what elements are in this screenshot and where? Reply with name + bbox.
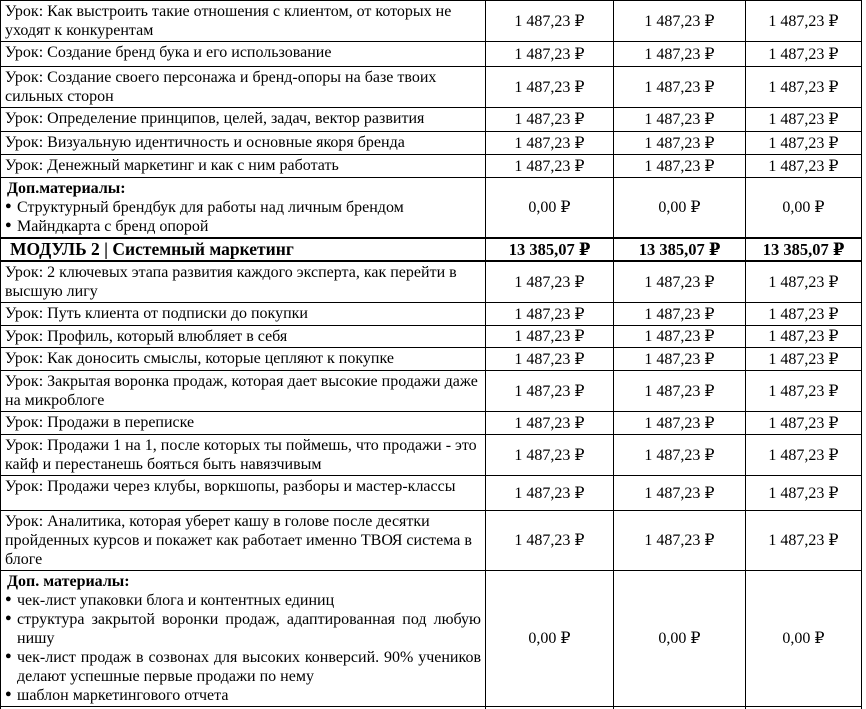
price-cell: 0,00 ₽	[614, 178, 746, 239]
table-row	[1, 42, 862, 67]
price-cell: 1 487,23 ₽	[614, 326, 746, 348]
table-row	[1, 108, 862, 132]
price-cell: 1 487,23 ₽	[746, 511, 862, 571]
price-cell: 1 487,23 ₽	[746, 371, 862, 412]
price-cell: 1 487,23 ₽	[614, 303, 746, 326]
price-cell: 1 487,23 ₽	[614, 261, 746, 303]
price-cell: 1 487,23 ₽	[614, 476, 746, 511]
price-cell: 0,00 ₽	[486, 571, 614, 707]
table-row	[1, 1, 862, 42]
price-cell: 0,00 ₽	[746, 178, 862, 239]
module-title-cell: МОДУЛЬ 2 | Системный маркетинг	[1, 238, 486, 261]
table-row	[1, 303, 862, 326]
price-cell: 1 487,23 ₽	[746, 108, 862, 132]
price-cell: 0,00 ₽	[486, 178, 614, 239]
table-row	[1, 132, 862, 155]
price-cell: 1 487,23 ₽	[486, 476, 614, 511]
table-row	[1, 67, 862, 108]
lesson-title-cell: Урок: Создание бренд бука и его использование	[1, 42, 486, 67]
module-price-cell: 13 385,07 ₽	[486, 238, 614, 261]
lesson-title-cell: Урок: Аналитика, которая уберет кашу в голове после десятки пройденных курсов и покажет как работает именно ТВОЯ система в блоге	[1, 511, 486, 571]
price-cell: 1 487,23 ₽	[614, 155, 746, 178]
price-cell: 1 487,23 ₽	[614, 132, 746, 155]
lesson-title-cell: Урок: Путь клиента от подписки до покупки	[1, 303, 486, 326]
table-row	[1, 435, 862, 476]
price-cell: 1 487,23 ₽	[746, 326, 862, 348]
table-row	[1, 348, 862, 371]
price-cell: 1 487,23 ₽	[486, 155, 614, 178]
price-cell: 1 487,23 ₽	[486, 67, 614, 108]
materials-heading: Доп.материалы:	[7, 180, 126, 197]
lesson-title-cell: Урок: Продажи 1 на 1, после которых ты поймешь, что продажи - это кайф и перестанешь бояться быть навязчивым	[1, 435, 486, 476]
table-row	[1, 371, 862, 412]
price-cell: 1 487,23 ₽	[746, 412, 862, 435]
materials-bullet-item: ● структура закрытой воронки продаж, адаптированная под любую нишу	[5, 610, 481, 648]
price-cell: 1 487,23 ₽	[614, 108, 746, 132]
table-row	[1, 178, 862, 239]
price-cell: 1 487,23 ₽	[486, 412, 614, 435]
table-row	[1, 326, 862, 348]
price-cell: 1 487,23 ₽	[486, 371, 614, 412]
lesson-title-cell: Урок: Продажи в переписке	[1, 412, 486, 435]
table-row	[1, 571, 862, 707]
lesson-title-cell: Урок: Как доносить смыслы, которые цепляют к покупке	[1, 348, 486, 371]
price-cell: 1 487,23 ₽	[746, 348, 862, 371]
materials-cell	[1, 178, 486, 239]
materials-bullet-item: ● Майндкарта с бренд опорой	[5, 217, 481, 236]
table-row	[1, 155, 862, 178]
price-cell: 1 487,23 ₽	[486, 303, 614, 326]
price-cell: 1 487,23 ₽	[486, 261, 614, 303]
price-cell: 1 487,23 ₽	[614, 348, 746, 371]
price-cell: 1 487,23 ₽	[746, 132, 862, 155]
price-cell: 1 487,23 ₽	[746, 67, 862, 108]
price-cell: 1 487,23 ₽	[614, 42, 746, 67]
price-cell: 1 487,23 ₽	[486, 511, 614, 571]
price-cell: 1 487,23 ₽	[614, 1, 746, 42]
price-cell: 1 487,23 ₽	[486, 326, 614, 348]
materials-bullet-item: ● шаблон маркетингового отчета	[5, 686, 481, 705]
lesson-title-cell: Урок: Определение принципов, целей, задач, вектор развития	[1, 108, 486, 132]
materials-cell	[1, 571, 486, 707]
price-cell: 0,00 ₽	[614, 571, 746, 707]
lesson-title-cell: Урок: Закрытая воронка продаж, которая дает высокие продажи даже на микроблоге	[1, 371, 486, 412]
price-cell: 1 487,23 ₽	[746, 435, 862, 476]
price-cell: 1 487,23 ₽	[614, 435, 746, 476]
module-header-row	[1, 238, 862, 261]
price-cell: 1 487,23 ₽	[746, 42, 862, 67]
price-cell: 1 487,23 ₽	[614, 67, 746, 108]
price-cell: 1 487,23 ₽	[486, 348, 614, 371]
price-cell: 1 487,23 ₽	[746, 476, 862, 511]
lesson-title-cell: Урок: 2 ключевых этапа развития каждого эксперта, как перейти в высшую лигу	[1, 261, 486, 303]
price-cell: 1 487,23 ₽	[486, 1, 614, 42]
table-row	[1, 511, 862, 571]
table-row	[1, 261, 862, 303]
price-cell: 1 487,23 ₽	[746, 303, 862, 326]
module-price-cell: 13 385,07 ₽	[746, 238, 862, 261]
lesson-title-cell: Урок: Профиль, который влюбляет в себя	[1, 326, 486, 348]
price-cell: 1 487,23 ₽	[614, 412, 746, 435]
price-cell: 1 487,23 ₽	[486, 435, 614, 476]
price-cell: 1 487,23 ₽	[614, 371, 746, 412]
lesson-title-cell: Урок: Создание своего персонажа и бренд-опоры на базе твоих сильных сторон	[1, 67, 486, 108]
price-cell: 1 487,23 ₽	[746, 1, 862, 42]
price-cell: 0,00 ₽	[746, 571, 862, 707]
price-cell: 1 487,23 ₽	[486, 108, 614, 132]
price-cell: 1 487,23 ₽	[486, 42, 614, 67]
price-cell: 1 487,23 ₽	[486, 132, 614, 155]
materials-bullet-item: ● чек-лист продаж в созвонах для высоких конверсий. 90% учеников делают успешные первые продажи по нему	[5, 648, 481, 686]
lesson-title-cell: Урок: Продажи через клубы, воркшопы, разборы и мастер-классы	[1, 476, 486, 511]
materials-bullet-item: ● чек-лист упаковки блога и контентных единиц	[5, 591, 481, 610]
materials-heading: Доп. материалы:	[7, 573, 130, 590]
price-cell: 1 487,23 ₽	[746, 261, 862, 303]
lesson-title-cell: Урок: Денежный маркетинг и как с ним работать	[1, 155, 486, 178]
lesson-title-cell: Урок: Визуальную идентичность и основные якоря бренда	[1, 132, 486, 155]
price-cell: 1 487,23 ₽	[746, 155, 862, 178]
materials-bullet-item: ● Структурный брендбук для работы над личным брендом	[5, 198, 481, 217]
table-row	[1, 412, 862, 435]
table-row	[1, 476, 862, 511]
price-cell: 1 487,23 ₽	[614, 511, 746, 571]
lesson-title-cell: Урок: Как выстроить такие отношения с клиентом, от которых не уходят к конкурентам	[1, 1, 486, 42]
module-price-cell: 13 385,07 ₽	[614, 238, 746, 261]
